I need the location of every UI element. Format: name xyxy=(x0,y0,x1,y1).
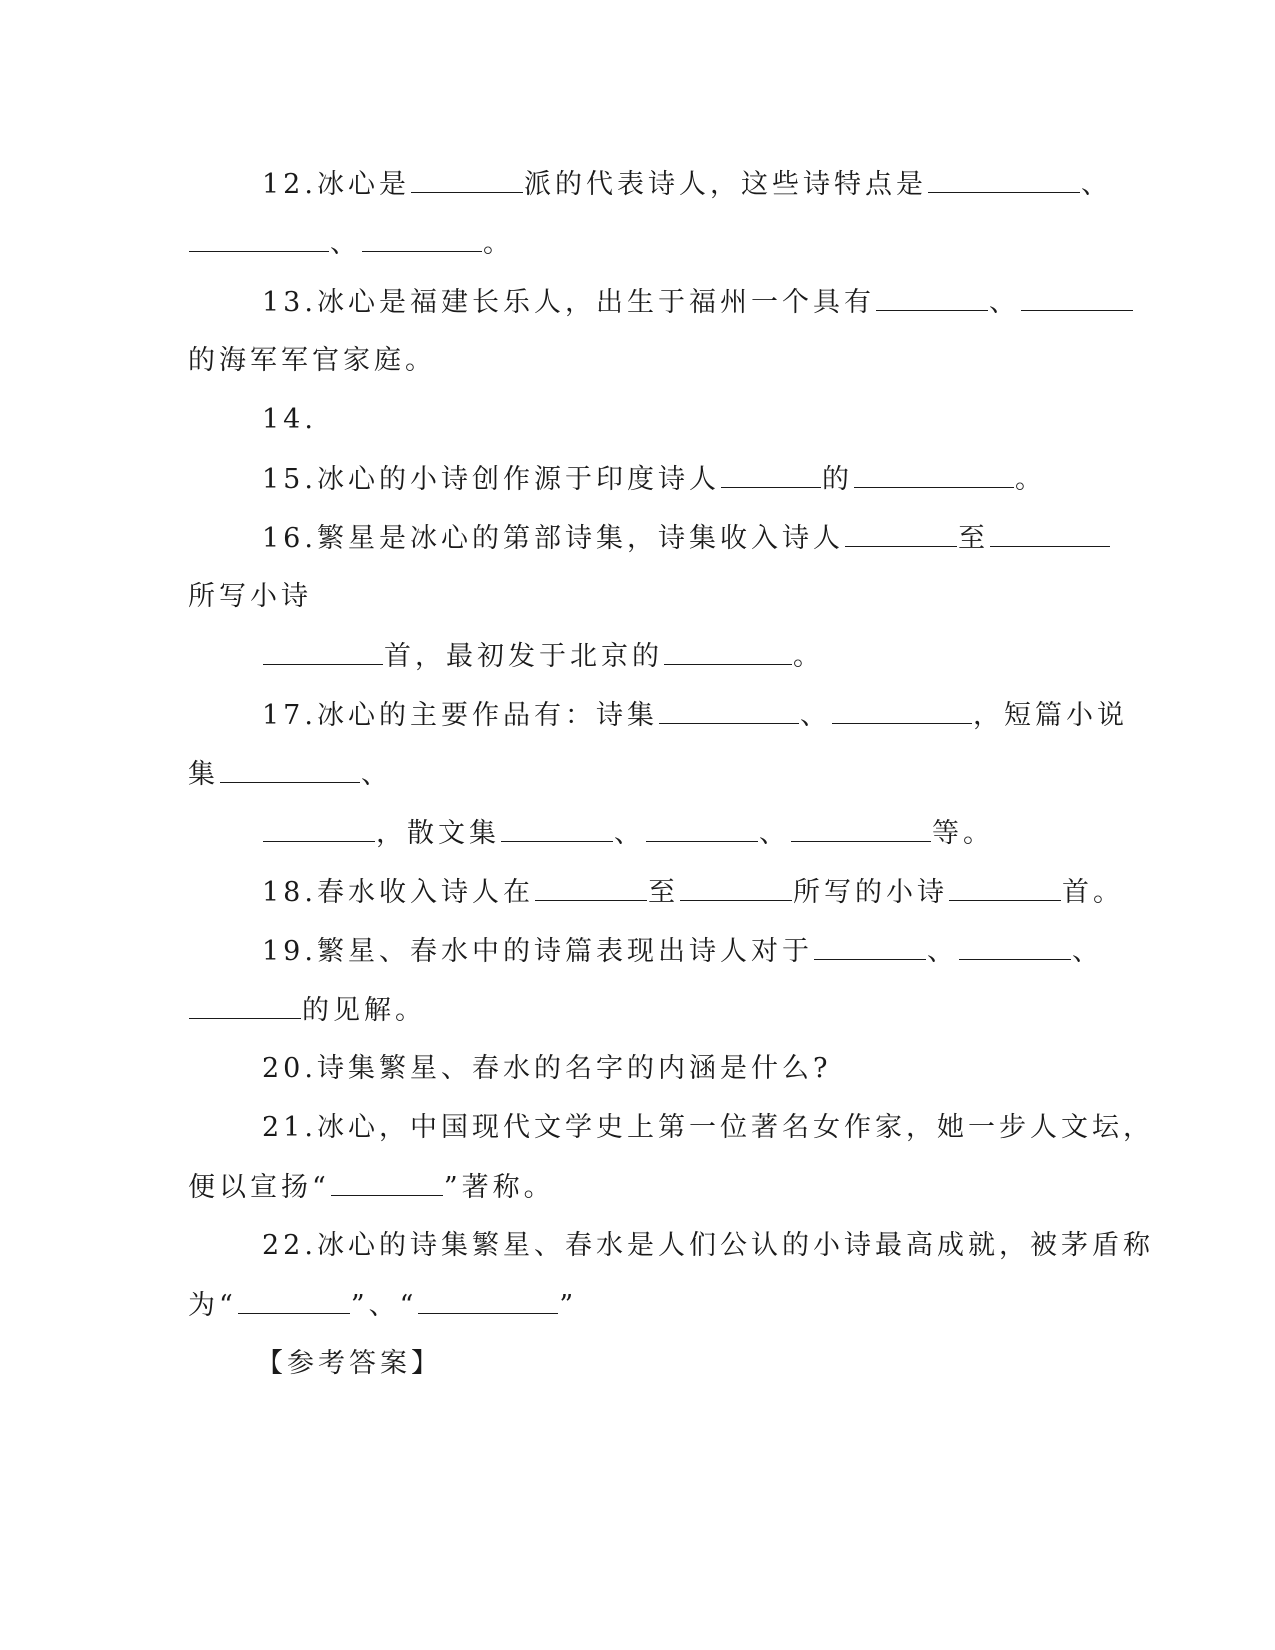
blank[interactable] xyxy=(814,933,926,960)
blank[interactable] xyxy=(659,697,799,724)
question-13-line-1: 13.冰心是福建长乐人，出生于福州一个具有 、 xyxy=(262,284,1134,321)
answer-heading: 【参考答案】 xyxy=(256,1348,442,1379)
question-19-line-2: 的见解。 xyxy=(188,992,426,1029)
blank[interactable] xyxy=(959,933,1071,960)
blank[interactable] xyxy=(721,461,821,488)
question-21-line-1: 21.冰心，中国现代文学史上第一位著名女作家，她一步人文坛， xyxy=(262,1112,1154,1143)
blank[interactable] xyxy=(664,638,792,665)
blank[interactable] xyxy=(535,874,647,901)
question-22-line-1: 22.冰心的诗集繁星、春水是人们公认的小诗最高成就，被茅盾称 xyxy=(262,1230,1154,1261)
blank[interactable] xyxy=(928,166,1080,193)
blank[interactable] xyxy=(501,815,613,842)
question-19-line-1: 19.繁星、春水中的诗篇表现出诗人对于 、 、 xyxy=(262,933,1103,970)
blank[interactable] xyxy=(876,284,988,311)
question-12-line-2: 、 。 xyxy=(188,225,514,262)
blank[interactable] xyxy=(220,756,360,783)
question-20: 20.诗集繁星、春水的名字的内涵是什么? xyxy=(262,1053,832,1084)
blank[interactable] xyxy=(331,1169,443,1196)
blank[interactable] xyxy=(362,225,482,252)
blank[interactable] xyxy=(263,815,375,842)
blank[interactable] xyxy=(189,225,329,252)
question-17-line-2: 集 、 xyxy=(188,756,392,793)
blank[interactable] xyxy=(680,874,792,901)
question-17-line-3: ，散文集 、 、 等。 xyxy=(262,815,994,852)
question-17-line-1: 17.冰心的主要作品有：诗集 、 ，短篇小说 xyxy=(262,697,1128,734)
question-21-line-2: 便以宣扬“ ”著称。 xyxy=(188,1169,555,1206)
question-14: 14. xyxy=(262,404,317,435)
blank[interactable] xyxy=(832,697,972,724)
blank[interactable] xyxy=(189,992,301,1019)
blank[interactable] xyxy=(646,815,758,842)
question-13-line-2: 的海军军官家庭。 xyxy=(188,345,436,376)
blank[interactable] xyxy=(418,1287,558,1314)
blank[interactable] xyxy=(1021,284,1133,311)
question-16-line-1: 16.繁星是冰心的第部诗集，诗集收入诗人 至 xyxy=(262,520,1111,557)
blank[interactable] xyxy=(411,166,523,193)
question-16-line-2: 所写小诗 xyxy=(188,581,312,612)
blank[interactable] xyxy=(949,874,1061,901)
question-22-line-2: 为“ ”、“ ” xyxy=(188,1287,577,1324)
question-12-line-1: 12.冰心是 派的代表诗人，这些诗特点是 、 xyxy=(262,166,1112,203)
blank[interactable] xyxy=(854,461,1014,488)
blank[interactable] xyxy=(263,638,383,665)
blank[interactable] xyxy=(845,520,957,547)
question-15: 15.冰心的小诗创作源于印度诗人 的 。 xyxy=(262,461,1046,498)
blank[interactable] xyxy=(990,520,1110,547)
blank[interactable] xyxy=(791,815,931,842)
blank[interactable] xyxy=(238,1287,350,1314)
question-16-line-3: 首，最初发于北京的 。 xyxy=(262,638,824,675)
question-18: 18.春水收入诗人在 至 所写的小诗 首。 xyxy=(262,874,1124,911)
